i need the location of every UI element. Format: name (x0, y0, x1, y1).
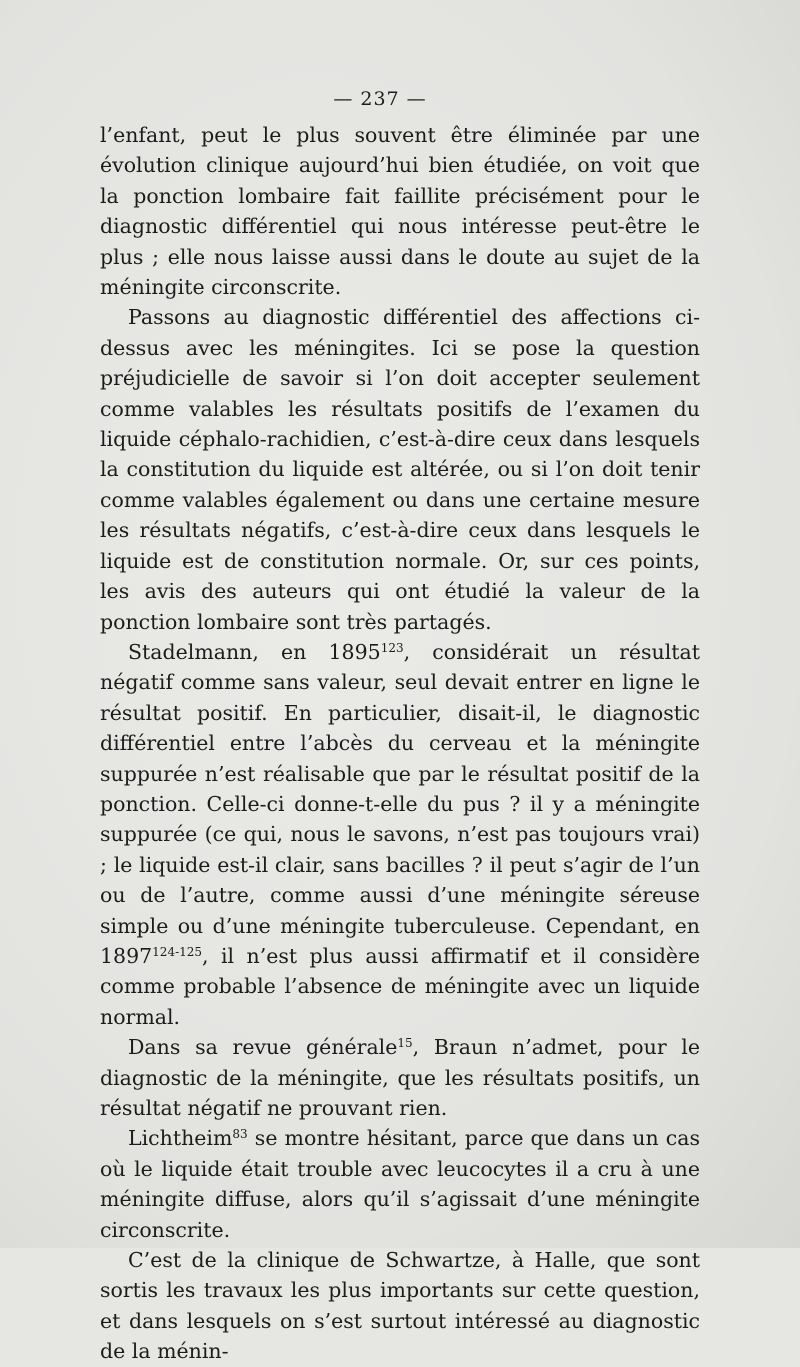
text-run: Stadelmann, en 1895 (128, 639, 381, 664)
footnote-reference: 83 (232, 1127, 248, 1142)
text-run: , Braun n’admet, pour le diagnostic de la méningite, que les résultats positifs, un résultat négatif ne prouvant rien. (100, 1035, 700, 1120)
paragraph-continuation: l’enfant, peut le plus souvent être éliminée par une évolution clinique aujourd’hui bien étudiée, on voit que la ponction lombaire fait faillite précisément pour le diagnostic différentiel qui nous intéresse peut-être le plus ; elle nous laisse aussi dans le doute au sujet de la méningite circonscrite. (100, 123, 700, 300)
paragraph-differential-diagnosis: Passons au diagnostic différentiel des affections ci-dessus avec les méningites. Ici se pose la question préjudicielle de savoir si l’on doit accepter seulement comme valables les résultats positifs de l’examen du liquide céphalo-rachidien, c’est-à-dire ceux dans lesquels la constitution du liquide est altérée, ou si l’on doit tenir comme valables également ou dans une certaine mesure les résultats négatifs, c’est-à-dire ceux dans lesquels le liquide est de constitution normale. Or, sur ces points, les avis des auteurs qui ont étudié la valeur de la ponction lombaire sont très partagés. (100, 305, 700, 634)
footnote-reference: 15 (397, 1036, 413, 1051)
page-number: — 237 — (333, 88, 427, 110)
text-run: , considérait un résultat négatif comme sans valeur, seul devait entrer en ligne le résultat positif. En particulier, disait-il, le diagnostic différentiel entre l’abcès du cerveau et la méningite suppurée n’est réalisable que par le résultat positif de la ponction. Celle-ci donne-t-elle du pus ? il y a méningite suppurée (ce qui, nous le savons, n’est pas toujours vrai) ; le liquide est-il clair, sans bacilles ? il peut s’agir de l’un ou de l’autre, comme aussi d’une méningite séreuse simple ou d’une méningite tuberculeuse. Cependant, en 1897 (100, 639, 701, 968)
footnote-reference: 124-125 (152, 944, 203, 959)
text-run: Dans sa revue générale (128, 1035, 398, 1060)
text-run: se montre hésitant, parce que dans un cas où le liquide était trouble avec leucocytes il a cru à une méningite diffuse, alors qu’il s’agissait d’une méningite circonscrite. (100, 1126, 700, 1242)
body-text (100, 120, 700, 1367)
paragraph-lichtheim (100, 1123, 700, 1245)
footnote-reference: 123 (380, 640, 404, 655)
paragraph-braun (100, 1032, 700, 1123)
text-run: Lichtheim (128, 1126, 233, 1151)
text-run: , il n’est plus aussi affirmatif et il considère comme probable l’absence de méningite avec un liquide normal. (100, 943, 700, 1029)
paragraph-schwartze: C’est de la clinique de Schwartze, à Halle, que sont sortis les travaux les plus importants sur cette question, et dans lesquels on s’est surtout intéressé au diagnostic de la ménin- (100, 1248, 700, 1364)
paragraph-stadelmann (100, 637, 700, 1032)
